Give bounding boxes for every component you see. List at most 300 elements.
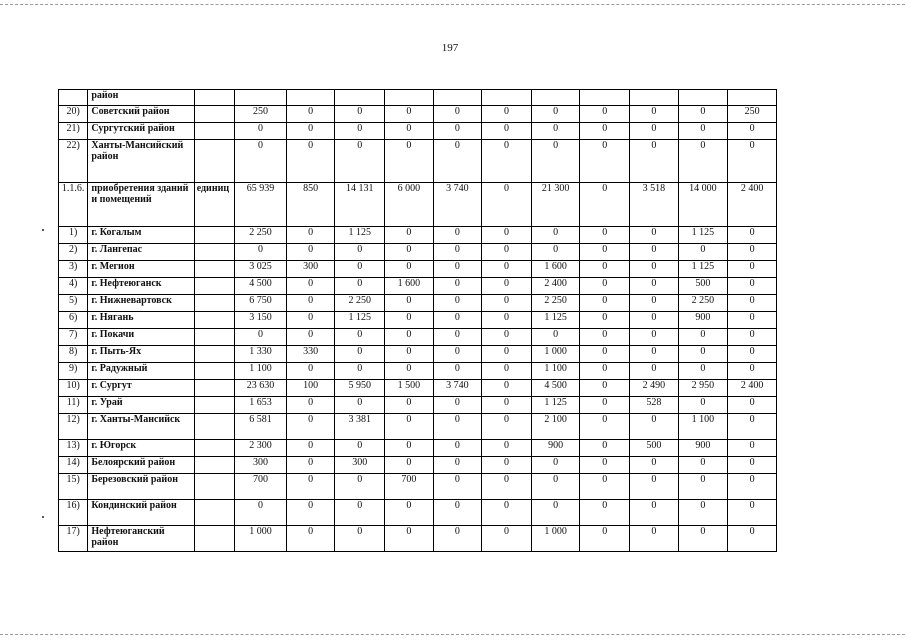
- value-cell: 0: [385, 526, 434, 552]
- value-cell: 0: [286, 500, 335, 526]
- value-cell: 0: [580, 414, 630, 440]
- table-row: [59, 329, 777, 346]
- value-cell: 0: [678, 526, 728, 552]
- value-cell: 1 125: [678, 227, 728, 244]
- value-cell: 0: [580, 140, 630, 183]
- value-cell: 0: [580, 244, 630, 261]
- row-name: Кондинский район: [88, 500, 194, 526]
- value-cell: 0: [433, 397, 482, 414]
- value-cell: 0: [433, 474, 482, 500]
- value-cell: 0: [678, 140, 728, 183]
- value-cell: 0: [728, 457, 777, 474]
- scan-edge-top: [0, 4, 905, 5]
- row-unit: [194, 380, 235, 397]
- value-cell: 0: [482, 440, 532, 457]
- row-index: 1): [59, 227, 88, 244]
- value-cell: 1 000: [531, 526, 580, 552]
- row-unit: [194, 123, 235, 140]
- row-unit: [194, 106, 235, 123]
- value-cell: [728, 90, 777, 106]
- row-name: г. Мегион: [88, 261, 194, 278]
- row-index: 4): [59, 278, 88, 295]
- value-cell: 0: [580, 278, 630, 295]
- row-name: Белоярский район: [88, 457, 194, 474]
- value-cell: 6 581: [235, 414, 287, 440]
- value-cell: 0: [385, 414, 434, 440]
- row-index: 2): [59, 244, 88, 261]
- value-cell: 1 600: [385, 278, 434, 295]
- value-cell: 0: [531, 457, 580, 474]
- value-cell: 0: [482, 140, 532, 183]
- table-row: [59, 312, 777, 329]
- value-cell: 0: [630, 474, 679, 500]
- value-cell: 1 600: [531, 261, 580, 278]
- margin-mark: [42, 516, 44, 518]
- value-cell: 2 400: [531, 278, 580, 295]
- value-cell: 1 125: [678, 261, 728, 278]
- value-cell: 2 250: [235, 227, 287, 244]
- value-cell: 0: [580, 227, 630, 244]
- row-unit: [194, 329, 235, 346]
- value-cell: 0: [433, 414, 482, 440]
- value-cell: 0: [580, 106, 630, 123]
- value-cell: 0: [678, 500, 728, 526]
- value-cell: 2 490: [630, 380, 679, 397]
- value-cell: 0: [335, 278, 385, 295]
- value-cell: 0: [630, 414, 679, 440]
- value-cell: 2 300: [235, 440, 287, 457]
- value-cell: [580, 90, 630, 106]
- value-cell: 0: [630, 278, 679, 295]
- value-cell: 0: [630, 312, 679, 329]
- table-row: [59, 474, 777, 500]
- value-cell: 0: [433, 363, 482, 380]
- row-unit: [194, 140, 235, 183]
- table-row: [59, 140, 777, 183]
- row-unit: [194, 363, 235, 380]
- value-cell: [235, 90, 287, 106]
- value-cell: 0: [728, 346, 777, 363]
- row-index: 17): [59, 526, 88, 552]
- row-unit: [194, 346, 235, 363]
- row-unit: [194, 312, 235, 329]
- value-cell: 0: [580, 457, 630, 474]
- value-cell: 0: [335, 474, 385, 500]
- value-cell: 0: [482, 414, 532, 440]
- value-cell: 3 150: [235, 312, 287, 329]
- value-cell: 0: [630, 295, 679, 312]
- value-cell: 0: [678, 474, 728, 500]
- value-cell: 0: [433, 106, 482, 123]
- value-cell: 0: [630, 500, 679, 526]
- table-row: [59, 106, 777, 123]
- value-cell: 0: [385, 244, 434, 261]
- value-cell: 0: [580, 500, 630, 526]
- value-cell: 0: [385, 397, 434, 414]
- value-cell: 0: [531, 500, 580, 526]
- table-row: [59, 397, 777, 414]
- row-index: 12): [59, 414, 88, 440]
- value-cell: 0: [728, 363, 777, 380]
- value-cell: 0: [482, 227, 532, 244]
- value-cell: 0: [433, 261, 482, 278]
- value-cell: 0: [678, 106, 728, 123]
- value-cell: 0: [678, 457, 728, 474]
- row-unit: [194, 244, 235, 261]
- row-name: г. Югорск: [88, 440, 194, 457]
- value-cell: 250: [235, 106, 287, 123]
- value-cell: 0: [580, 295, 630, 312]
- value-cell: 6 750: [235, 295, 287, 312]
- value-cell: 0: [728, 278, 777, 295]
- value-cell: 0: [580, 380, 630, 397]
- row-index: [59, 90, 88, 106]
- value-cell: [385, 90, 434, 106]
- value-cell: 0: [482, 380, 532, 397]
- value-cell: 0: [433, 312, 482, 329]
- row-index: 21): [59, 123, 88, 140]
- value-cell: 1 100: [235, 363, 287, 380]
- value-cell: 0: [580, 346, 630, 363]
- row-name: Ханты-Мансийский район: [88, 140, 194, 183]
- value-cell: 0: [531, 123, 580, 140]
- value-cell: 0: [482, 123, 532, 140]
- value-cell: 0: [286, 278, 335, 295]
- value-cell: 0: [630, 363, 679, 380]
- row-index: 16): [59, 500, 88, 526]
- value-cell: 0: [630, 526, 679, 552]
- value-cell: 0: [482, 329, 532, 346]
- table-row: [59, 278, 777, 295]
- value-cell: 1 000: [235, 526, 287, 552]
- value-cell: 0: [235, 123, 287, 140]
- row-index: 6): [59, 312, 88, 329]
- value-cell: 1 500: [385, 380, 434, 397]
- value-cell: 0: [385, 363, 434, 380]
- value-cell: 0: [286, 457, 335, 474]
- value-cell: 700: [385, 474, 434, 500]
- row-unit: [194, 526, 235, 552]
- row-index: 10): [59, 380, 88, 397]
- value-cell: 0: [335, 106, 385, 123]
- value-cell: 0: [286, 244, 335, 261]
- value-cell: 1 100: [531, 363, 580, 380]
- value-cell: 2 950: [678, 380, 728, 397]
- table-row: [59, 363, 777, 380]
- value-cell: 0: [580, 123, 630, 140]
- row-index: 22): [59, 140, 88, 183]
- value-cell: 0: [385, 295, 434, 312]
- table-row: [59, 295, 777, 312]
- value-cell: 0: [433, 278, 482, 295]
- value-cell: 0: [433, 457, 482, 474]
- value-cell: 0: [580, 440, 630, 457]
- value-cell: 900: [678, 312, 728, 329]
- value-cell: 0: [630, 346, 679, 363]
- value-cell: 0: [433, 329, 482, 346]
- value-cell: 0: [385, 440, 434, 457]
- value-cell: 0: [433, 295, 482, 312]
- row-name: г. Урай: [88, 397, 194, 414]
- row-name: район: [88, 90, 194, 106]
- value-cell: 0: [678, 363, 728, 380]
- value-cell: 0: [531, 140, 580, 183]
- value-cell: 0: [580, 526, 630, 552]
- row-name: Березовский район: [88, 474, 194, 500]
- value-cell: 1 125: [335, 227, 385, 244]
- value-cell: 0: [433, 526, 482, 552]
- value-cell: 3 740: [433, 183, 482, 227]
- value-cell: 0: [482, 526, 532, 552]
- value-cell: 0: [433, 140, 482, 183]
- value-cell: 0: [482, 397, 532, 414]
- value-cell: 0: [482, 457, 532, 474]
- table-row: [59, 183, 777, 227]
- value-cell: 0: [286, 312, 335, 329]
- value-cell: 1 000: [531, 346, 580, 363]
- value-cell: 0: [580, 474, 630, 500]
- value-cell: 0: [678, 397, 728, 414]
- row-unit: [194, 457, 235, 474]
- row-name: Советский район: [88, 106, 194, 123]
- value-cell: 0: [482, 295, 532, 312]
- value-cell: 0: [531, 329, 580, 346]
- value-cell: 0: [728, 397, 777, 414]
- row-index: 20): [59, 106, 88, 123]
- value-cell: [678, 90, 728, 106]
- row-unit: [194, 440, 235, 457]
- value-cell: 0: [728, 500, 777, 526]
- value-cell: 0: [630, 329, 679, 346]
- row-index: 1.1.6.: [59, 183, 88, 227]
- row-unit: [194, 261, 235, 278]
- page-number: 197: [441, 42, 459, 54]
- value-cell: 0: [235, 244, 287, 261]
- row-unit: [194, 278, 235, 295]
- value-cell: 5 950: [335, 380, 385, 397]
- row-index: 9): [59, 363, 88, 380]
- row-name: Нефтеюганский район: [88, 526, 194, 552]
- value-cell: 0: [728, 414, 777, 440]
- table-row: [59, 90, 777, 106]
- value-cell: 0: [580, 183, 630, 227]
- value-cell: 3 381: [335, 414, 385, 440]
- value-cell: 0: [482, 363, 532, 380]
- value-cell: 0: [728, 123, 777, 140]
- value-cell: 850: [286, 183, 335, 227]
- row-name: г. Пыть-Ях: [88, 346, 194, 363]
- row-name: Сургутский район: [88, 123, 194, 140]
- row-index: 5): [59, 295, 88, 312]
- value-cell: 0: [385, 500, 434, 526]
- value-cell: 1 100: [678, 414, 728, 440]
- value-cell: 0: [433, 123, 482, 140]
- value-cell: 0: [728, 440, 777, 457]
- value-cell: 0: [580, 312, 630, 329]
- value-cell: 0: [433, 346, 482, 363]
- value-cell: 0: [286, 440, 335, 457]
- table-row: [59, 500, 777, 526]
- value-cell: 0: [335, 346, 385, 363]
- value-cell: 0: [286, 106, 335, 123]
- value-cell: 0: [482, 106, 532, 123]
- value-cell: 0: [235, 140, 287, 183]
- value-cell: 2 250: [531, 295, 580, 312]
- value-cell: 300: [286, 261, 335, 278]
- row-name: г. Ханты-Мансийск: [88, 414, 194, 440]
- value-cell: 0: [728, 261, 777, 278]
- value-cell: 0: [580, 329, 630, 346]
- value-cell: 0: [630, 261, 679, 278]
- value-cell: 23 630: [235, 380, 287, 397]
- value-cell: 2 100: [531, 414, 580, 440]
- value-cell: 100: [286, 380, 335, 397]
- value-cell: 300: [335, 457, 385, 474]
- value-cell: 500: [678, 278, 728, 295]
- table-row: [59, 261, 777, 278]
- row-unit: единиц: [194, 183, 235, 227]
- row-index: 7): [59, 329, 88, 346]
- value-cell: 300: [235, 457, 287, 474]
- row-name: г. Когалым: [88, 227, 194, 244]
- value-cell: 0: [728, 312, 777, 329]
- value-cell: 0: [385, 106, 434, 123]
- value-cell: 1 330: [235, 346, 287, 363]
- value-cell: 0: [385, 312, 434, 329]
- value-cell: 0: [335, 123, 385, 140]
- value-cell: 4 500: [235, 278, 287, 295]
- value-cell: 14 131: [335, 183, 385, 227]
- value-cell: 0: [482, 500, 532, 526]
- value-cell: 4 500: [531, 380, 580, 397]
- value-cell: 1 125: [531, 397, 580, 414]
- value-cell: 0: [335, 440, 385, 457]
- value-cell: 0: [728, 474, 777, 500]
- value-cell: 0: [433, 227, 482, 244]
- value-cell: 3 025: [235, 261, 287, 278]
- value-cell: 0: [630, 457, 679, 474]
- value-cell: 0: [335, 500, 385, 526]
- value-cell: 2 400: [728, 183, 777, 227]
- value-cell: [335, 90, 385, 106]
- value-cell: [630, 90, 679, 106]
- data-table: [58, 89, 777, 552]
- table-row: [59, 244, 777, 261]
- row-index: 3): [59, 261, 88, 278]
- value-cell: 2 250: [678, 295, 728, 312]
- value-cell: 0: [385, 329, 434, 346]
- value-cell: [482, 90, 532, 106]
- row-name: г. Лангепас: [88, 244, 194, 261]
- value-cell: 0: [531, 227, 580, 244]
- row-name: г. Нефтеюганск: [88, 278, 194, 295]
- row-index: 15): [59, 474, 88, 500]
- table-row: [59, 414, 777, 440]
- value-cell: 21 300: [531, 183, 580, 227]
- value-cell: 0: [286, 397, 335, 414]
- table-row: [59, 526, 777, 552]
- value-cell: 0: [286, 123, 335, 140]
- value-cell: 0: [286, 414, 335, 440]
- value-cell: 14 000: [678, 183, 728, 227]
- value-cell: 0: [678, 244, 728, 261]
- table-row: [59, 380, 777, 397]
- value-cell: 0: [630, 106, 679, 123]
- value-cell: 3 740: [433, 380, 482, 397]
- value-cell: 0: [482, 261, 532, 278]
- row-index: 11): [59, 397, 88, 414]
- row-name: г. Нижневартовск: [88, 295, 194, 312]
- table-row: [59, 457, 777, 474]
- margin-mark: [42, 229, 44, 231]
- value-cell: 0: [630, 227, 679, 244]
- row-name: приобретения зданий и помещений: [88, 183, 194, 227]
- value-cell: 0: [335, 526, 385, 552]
- value-cell: 0: [433, 440, 482, 457]
- value-cell: 0: [286, 526, 335, 552]
- value-cell: 900: [678, 440, 728, 457]
- value-cell: 0: [630, 244, 679, 261]
- value-cell: [286, 90, 335, 106]
- value-cell: 0: [385, 346, 434, 363]
- value-cell: 0: [728, 526, 777, 552]
- value-cell: 3 518: [630, 183, 679, 227]
- row-unit: [194, 227, 235, 244]
- value-cell: 0: [482, 474, 532, 500]
- value-cell: 0: [580, 261, 630, 278]
- value-cell: 0: [728, 295, 777, 312]
- row-unit: [194, 500, 235, 526]
- value-cell: 2 250: [335, 295, 385, 312]
- row-index: 8): [59, 346, 88, 363]
- value-cell: 0: [286, 329, 335, 346]
- value-cell: 0: [630, 123, 679, 140]
- value-cell: [531, 90, 580, 106]
- value-cell: 0: [482, 312, 532, 329]
- value-cell: 0: [235, 500, 287, 526]
- row-name: г. Радужный: [88, 363, 194, 380]
- value-cell: 0: [580, 363, 630, 380]
- row-unit: [194, 414, 235, 440]
- value-cell: 0: [728, 140, 777, 183]
- value-cell: 6 000: [385, 183, 434, 227]
- value-cell: 0: [678, 346, 728, 363]
- value-cell: 900: [531, 440, 580, 457]
- scan-edge-bottom: [0, 634, 905, 635]
- value-cell: 0: [385, 457, 434, 474]
- value-cell: 0: [482, 278, 532, 295]
- row-name: г. Нягань: [88, 312, 194, 329]
- value-cell: 0: [385, 123, 434, 140]
- value-cell: [433, 90, 482, 106]
- value-cell: 0: [286, 474, 335, 500]
- value-cell: 2 400: [728, 380, 777, 397]
- value-cell: 0: [482, 346, 532, 363]
- value-cell: 330: [286, 346, 335, 363]
- value-cell: 0: [728, 329, 777, 346]
- value-cell: 0: [678, 329, 728, 346]
- value-cell: 1 125: [531, 312, 580, 329]
- row-unit: [194, 474, 235, 500]
- table-row: [59, 346, 777, 363]
- table-row: [59, 123, 777, 140]
- value-cell: 0: [335, 140, 385, 183]
- value-cell: 0: [286, 295, 335, 312]
- value-cell: 0: [286, 140, 335, 183]
- value-cell: 0: [286, 227, 335, 244]
- value-cell: 0: [385, 261, 434, 278]
- row-index: 13): [59, 440, 88, 457]
